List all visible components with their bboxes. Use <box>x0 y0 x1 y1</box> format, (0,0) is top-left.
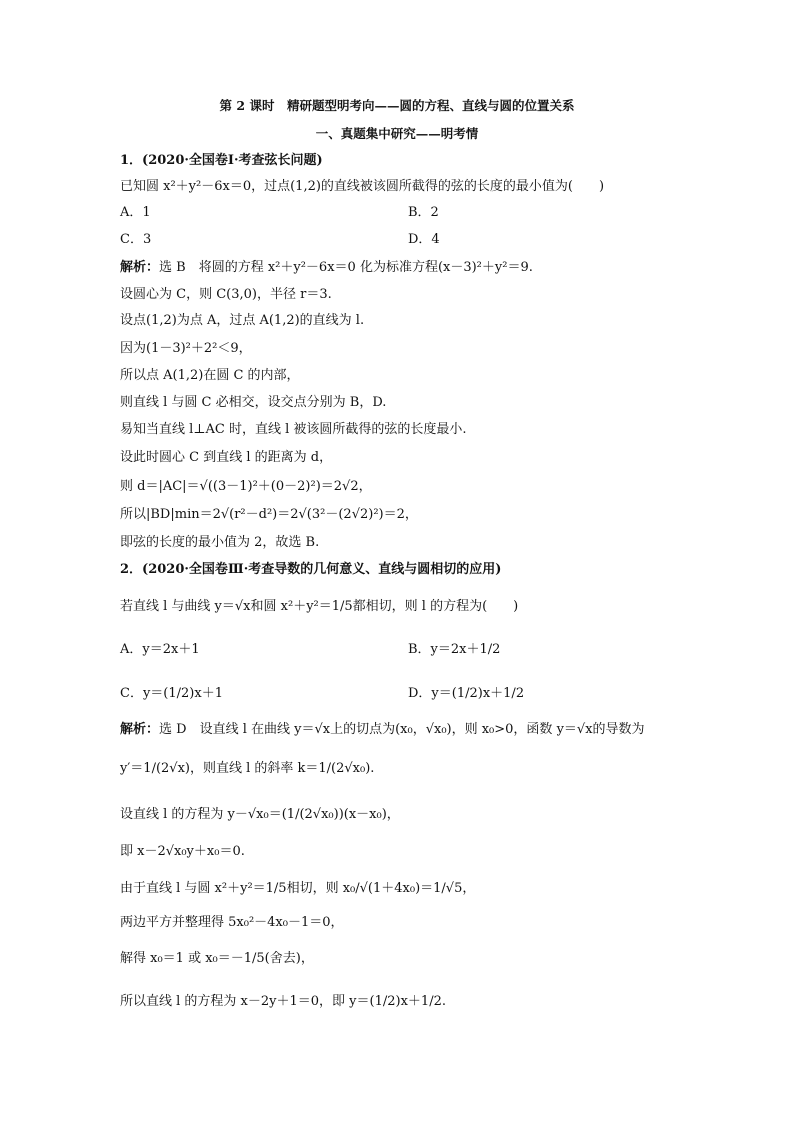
q2-solution-line-5: 由于直线 l 与圆 x²＋y²＝1/5相切，则 x₀/√(1＋4x₀)＝1/√5， <box>120 881 476 896</box>
q2-heading: 2．(2020·全国卷Ⅲ·考查导数的几何意义、直线与圆相切的应用) <box>120 562 502 577</box>
q2-solution-line-7: 解得 x₀＝1 或 x₀＝－1/5(舍去)， <box>120 951 314 966</box>
q1-solution-line-8: 设此时圆心 C 到直线 l 的距离为 d， <box>120 450 333 465</box>
q2-option-d: D．y＝(1/2)x＋1/2 <box>408 686 525 701</box>
q1-solution-line-9: 则 d＝|AC|＝√((3－1)²＋(0－2)²)＝2√2， <box>120 479 372 494</box>
q1-option-a: A．1 <box>120 205 151 220</box>
q1-solution-line-10: 所以|BD|min＝2√(r²－d²)＝2√(3²－(2√2)²)＝2， <box>120 507 418 522</box>
q2-solution-line-6: 两边平方并整理得 5x₀²－4x₀－1＝0， <box>120 915 344 930</box>
q1-solution-line-3: 设点(1,2)为点 A，过点 A(1,2)的直线为 l. <box>120 313 365 328</box>
q2-solution-line-1: 解析：选 D 设直线 l 在曲线 y＝√x上的切点为(x₀，√x₀)，则 x₀>0，函数 y＝√x的导数为 <box>120 722 645 737</box>
q1-option-c: C．3 <box>120 232 152 247</box>
q2-solution-line-2: y′＝1/(2√x)，则直线 l 的斜率 k＝1/(2√x₀). <box>120 761 375 776</box>
q1-solution-line-5: 所以点 A(1,2)在圆 C 的内部， <box>120 368 300 383</box>
q2-solution-label: 解析： <box>120 722 160 737</box>
q2-solution-line-8: 所以直线 l 的方程为 x－2y＋1＝0，即 y＝(1/2)x＋1/2. <box>120 994 446 1009</box>
q2-option-a: A．y＝2x＋1 <box>120 642 200 657</box>
lesson-title: 第 2 课时 精研题型明考向——圆的方程、直线与圆的位置关系 <box>219 98 575 113</box>
q1-option-d: D．4 <box>408 232 440 247</box>
q2-option-c: C．y＝(1/2)x＋1 <box>120 686 223 701</box>
q1-solution-label: 解析： <box>120 260 160 275</box>
q1-stem: 已知圆 x²＋y²－6x＝0，过点(1,2)的直线被该圆所截得的弦的长度的最小值为( ) <box>120 179 605 194</box>
q1-solution-line-7: 易知当直线 l⊥AC 时，直线 l 被该圆所截得的弦的长度最小. <box>120 422 467 437</box>
q2-stem: 若直线 l 与曲线 y＝√x和圆 x²＋y²＝1/5都相切，则 l 的方程为( ) <box>120 599 519 614</box>
q1-option-b: B．2 <box>408 205 439 220</box>
q1-solution-line-4: 因为(1－3)²＋2²＜9， <box>120 341 252 356</box>
q1-solution-line-6: 则直线 l 与圆 C 必相交，设交点分别为 B，D. <box>120 395 387 410</box>
q1-heading: 1．(2020·全国卷Ⅰ·考查弦长问题) <box>120 153 323 168</box>
q2-option-b: B．y＝2x＋1/2 <box>408 642 501 657</box>
q1-solution-line-2: 设圆心为 C，则 C(3,0)，半径 r＝3. <box>120 287 332 302</box>
q1-solution-line-1: 解析：选 B 将圆的方程 x²＋y²－6x＝0 化为标准方程(x－3)²＋y²＝9. <box>120 260 533 275</box>
q2-solution-line-3: 设直线 l 的方程为 y－√x₀＝(1/(2√x₀))(x－x₀)， <box>120 807 400 822</box>
q1-solution-line-11: 即弦的长度的最小值为 2，故选 B. <box>120 535 320 550</box>
section-title: 一、真题集中研究——明考情 <box>315 126 479 141</box>
q2-solution-line-4: 即 x－2√x₀y＋x₀＝0. <box>120 844 245 859</box>
